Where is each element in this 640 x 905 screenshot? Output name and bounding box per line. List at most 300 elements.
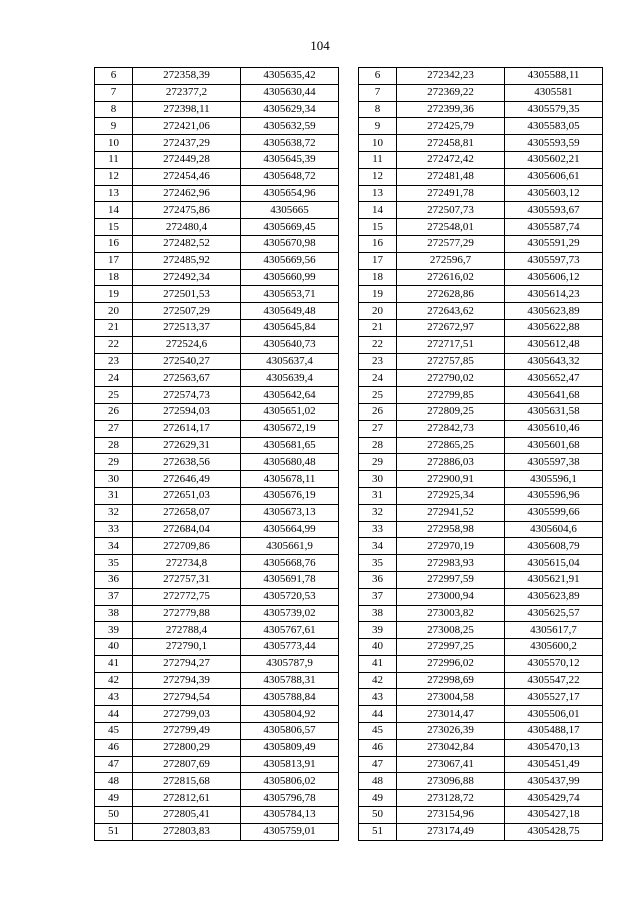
table-row xyxy=(95,151,339,168)
x-coordinate-cell: 272794,54 xyxy=(133,689,241,706)
x-coordinate-cell: 272449,28 xyxy=(133,151,241,168)
table-row xyxy=(95,437,339,454)
table-row xyxy=(95,235,339,252)
coordinates-table-right xyxy=(358,67,603,841)
point-number-cell: 31 xyxy=(95,487,133,504)
y-coordinate-cell: 4305645,84 xyxy=(241,319,339,336)
x-coordinate-cell: 272996,02 xyxy=(397,655,505,672)
table-row xyxy=(95,202,339,219)
point-number-cell: 27 xyxy=(95,420,133,437)
point-number-cell: 49 xyxy=(359,790,397,807)
table-row xyxy=(359,655,603,672)
y-coordinate-cell: 4305668,76 xyxy=(241,555,339,572)
x-coordinate-cell: 272475,86 xyxy=(133,202,241,219)
point-number-cell: 51 xyxy=(359,823,397,840)
point-number-cell: 33 xyxy=(359,521,397,538)
y-coordinate-cell: 4305641,68 xyxy=(505,387,603,404)
table-row xyxy=(359,370,603,387)
y-coordinate-cell: 4305638,72 xyxy=(241,135,339,152)
x-coordinate-cell: 272358,39 xyxy=(133,68,241,85)
point-number-cell: 34 xyxy=(359,538,397,555)
x-coordinate-cell: 273067,41 xyxy=(397,756,505,773)
x-coordinate-cell: 272998,69 xyxy=(397,672,505,689)
point-number-cell: 43 xyxy=(95,689,133,706)
table-row xyxy=(95,403,339,420)
x-coordinate-cell: 273003,82 xyxy=(397,605,505,622)
table-row xyxy=(95,790,339,807)
point-number-cell: 13 xyxy=(95,185,133,202)
point-number-cell: 26 xyxy=(359,403,397,420)
x-coordinate-cell: 272757,85 xyxy=(397,353,505,370)
y-coordinate-cell: 4305570,12 xyxy=(505,655,603,672)
x-coordinate-cell: 272803,83 xyxy=(133,823,241,840)
table-row xyxy=(95,555,339,572)
y-coordinate-cell: 4305488,17 xyxy=(505,723,603,740)
point-number-cell: 20 xyxy=(359,303,397,320)
point-number-cell: 23 xyxy=(359,353,397,370)
point-number-cell: 45 xyxy=(95,723,133,740)
table-row xyxy=(359,420,603,437)
point-number-cell: 48 xyxy=(359,773,397,790)
table-row xyxy=(95,101,339,118)
y-coordinate-cell: 4305547,22 xyxy=(505,672,603,689)
table-row xyxy=(359,605,603,622)
table-row xyxy=(359,471,603,488)
point-number-cell: 18 xyxy=(359,269,397,286)
x-coordinate-cell: 273128,72 xyxy=(397,790,505,807)
point-number-cell: 44 xyxy=(359,706,397,723)
table-row xyxy=(95,706,339,723)
y-coordinate-cell: 4305739,02 xyxy=(241,605,339,622)
y-coordinate-cell: 4305601,68 xyxy=(505,437,603,454)
table-row xyxy=(359,185,603,202)
y-coordinate-cell: 4305470,13 xyxy=(505,739,603,756)
x-coordinate-cell: 273008,25 xyxy=(397,622,505,639)
table-row xyxy=(95,756,339,773)
table-row xyxy=(359,504,603,521)
table-row xyxy=(359,151,603,168)
point-number-cell: 43 xyxy=(359,689,397,706)
point-number-cell: 21 xyxy=(359,319,397,336)
x-coordinate-cell: 272794,27 xyxy=(133,655,241,672)
point-number-cell: 46 xyxy=(359,739,397,756)
table-row xyxy=(95,723,339,740)
table-row xyxy=(359,286,603,303)
x-coordinate-cell: 272628,86 xyxy=(397,286,505,303)
y-coordinate-cell: 4305597,73 xyxy=(505,252,603,269)
point-number-cell: 39 xyxy=(95,622,133,639)
point-number-cell: 6 xyxy=(359,68,397,85)
x-coordinate-cell: 273042,84 xyxy=(397,739,505,756)
y-coordinate-cell: 4305788,31 xyxy=(241,672,339,689)
x-coordinate-cell: 272788,4 xyxy=(133,622,241,639)
table-row xyxy=(359,202,603,219)
table-row xyxy=(95,504,339,521)
table-row xyxy=(95,185,339,202)
y-coordinate-cell: 4305680,48 xyxy=(241,454,339,471)
point-number-cell: 24 xyxy=(359,370,397,387)
x-coordinate-cell: 272790,1 xyxy=(133,639,241,656)
table-row xyxy=(359,353,603,370)
y-coordinate-cell: 4305672,19 xyxy=(241,420,339,437)
table-row xyxy=(359,521,603,538)
table-row xyxy=(95,773,339,790)
x-coordinate-cell: 272540,27 xyxy=(133,353,241,370)
table-row xyxy=(359,269,603,286)
x-coordinate-cell: 272772,75 xyxy=(133,588,241,605)
x-coordinate-cell: 272684,04 xyxy=(133,521,241,538)
point-number-cell: 48 xyxy=(95,773,133,790)
x-coordinate-cell: 272794,39 xyxy=(133,672,241,689)
y-coordinate-cell: 4305581 xyxy=(505,84,603,101)
point-number-cell: 30 xyxy=(359,471,397,488)
point-number-cell: 9 xyxy=(95,118,133,135)
table-row xyxy=(359,387,603,404)
y-coordinate-cell: 4305437,99 xyxy=(505,773,603,790)
table-row xyxy=(359,639,603,656)
table-row xyxy=(359,689,603,706)
x-coordinate-cell: 273000,94 xyxy=(397,588,505,605)
x-coordinate-cell: 272577,29 xyxy=(397,235,505,252)
y-coordinate-cell: 4305639,4 xyxy=(241,370,339,387)
table-row xyxy=(359,454,603,471)
y-coordinate-cell: 4305614,23 xyxy=(505,286,603,303)
table-row xyxy=(95,655,339,672)
table-row xyxy=(95,286,339,303)
table-row xyxy=(359,219,603,236)
point-number-cell: 19 xyxy=(95,286,133,303)
x-coordinate-cell: 272997,25 xyxy=(397,639,505,656)
table-row xyxy=(95,353,339,370)
y-coordinate-cell: 4305788,84 xyxy=(241,689,339,706)
point-number-cell: 41 xyxy=(95,655,133,672)
table-row xyxy=(95,622,339,639)
point-number-cell: 16 xyxy=(359,235,397,252)
point-number-cell: 31 xyxy=(359,487,397,504)
point-number-cell: 50 xyxy=(359,807,397,824)
table-row xyxy=(359,303,603,320)
table-row xyxy=(359,706,603,723)
y-coordinate-cell: 4305806,02 xyxy=(241,773,339,790)
point-number-cell: 26 xyxy=(95,403,133,420)
x-coordinate-cell: 272596,7 xyxy=(397,252,505,269)
y-coordinate-cell: 4305593,67 xyxy=(505,202,603,219)
point-number-cell: 28 xyxy=(359,437,397,454)
x-coordinate-cell: 272800,29 xyxy=(133,739,241,756)
x-coordinate-cell: 272377,2 xyxy=(133,84,241,101)
table-row xyxy=(359,403,603,420)
point-number-cell: 22 xyxy=(359,336,397,353)
x-coordinate-cell: 273154,96 xyxy=(397,807,505,824)
table-row xyxy=(95,420,339,437)
y-coordinate-cell: 4305635,42 xyxy=(241,68,339,85)
y-coordinate-cell: 4305661,9 xyxy=(241,538,339,555)
table-row xyxy=(359,168,603,185)
table-row xyxy=(95,605,339,622)
y-coordinate-cell: 4305784,13 xyxy=(241,807,339,824)
point-number-cell: 46 xyxy=(95,739,133,756)
point-number-cell: 38 xyxy=(359,605,397,622)
x-coordinate-cell: 272983,93 xyxy=(397,555,505,572)
y-coordinate-cell: 4305678,11 xyxy=(241,471,339,488)
point-number-cell: 15 xyxy=(359,219,397,236)
x-coordinate-cell: 272458,81 xyxy=(397,135,505,152)
y-coordinate-cell: 4305583,05 xyxy=(505,118,603,135)
point-number-cell: 33 xyxy=(95,521,133,538)
table-row xyxy=(95,538,339,555)
y-coordinate-cell: 4305427,18 xyxy=(505,807,603,824)
table-row xyxy=(95,739,339,756)
y-coordinate-cell: 4305428,75 xyxy=(505,823,603,840)
table-row xyxy=(95,672,339,689)
point-number-cell: 20 xyxy=(95,303,133,320)
x-coordinate-cell: 272563,67 xyxy=(133,370,241,387)
y-coordinate-cell: 4305621,91 xyxy=(505,571,603,588)
point-number-cell: 32 xyxy=(95,504,133,521)
y-coordinate-cell: 4305804,92 xyxy=(241,706,339,723)
x-coordinate-cell: 272507,29 xyxy=(133,303,241,320)
x-coordinate-cell: 272717,51 xyxy=(397,336,505,353)
y-coordinate-cell: 4305599,66 xyxy=(505,504,603,521)
y-coordinate-cell: 4305600,2 xyxy=(505,639,603,656)
y-coordinate-cell: 4305767,61 xyxy=(241,622,339,639)
point-number-cell: 16 xyxy=(95,235,133,252)
y-coordinate-cell: 4305597,38 xyxy=(505,454,603,471)
point-number-cell: 14 xyxy=(95,202,133,219)
table-row xyxy=(359,487,603,504)
point-number-cell: 9 xyxy=(359,118,397,135)
point-number-cell: 36 xyxy=(359,571,397,588)
table-row xyxy=(95,168,339,185)
y-coordinate-cell: 4305720,53 xyxy=(241,588,339,605)
point-number-cell: 8 xyxy=(95,101,133,118)
x-coordinate-cell: 272790,02 xyxy=(397,370,505,387)
table-row xyxy=(95,588,339,605)
point-number-cell: 25 xyxy=(95,387,133,404)
y-coordinate-cell: 4305623,89 xyxy=(505,588,603,605)
y-coordinate-cell: 4305676,19 xyxy=(241,487,339,504)
point-number-cell: 45 xyxy=(359,723,397,740)
point-number-cell: 42 xyxy=(359,672,397,689)
x-coordinate-cell: 272900,91 xyxy=(397,471,505,488)
y-coordinate-cell: 4305451,49 xyxy=(505,756,603,773)
x-coordinate-cell: 272501,53 xyxy=(133,286,241,303)
x-coordinate-cell: 272481,48 xyxy=(397,168,505,185)
x-coordinate-cell: 272815,68 xyxy=(133,773,241,790)
table-row xyxy=(359,336,603,353)
x-coordinate-cell: 272807,69 xyxy=(133,756,241,773)
table-row xyxy=(95,68,339,85)
table-row xyxy=(95,252,339,269)
x-coordinate-cell: 272513,37 xyxy=(133,319,241,336)
table-row xyxy=(95,521,339,538)
y-coordinate-cell: 4305669,56 xyxy=(241,252,339,269)
point-number-cell: 51 xyxy=(95,823,133,840)
x-coordinate-cell: 272629,31 xyxy=(133,437,241,454)
point-number-cell: 44 xyxy=(95,706,133,723)
y-coordinate-cell: 4305603,12 xyxy=(505,185,603,202)
point-number-cell: 47 xyxy=(359,756,397,773)
table-row xyxy=(95,135,339,152)
x-coordinate-cell: 272886,03 xyxy=(397,454,505,471)
table-row xyxy=(359,807,603,824)
y-coordinate-cell: 4305630,44 xyxy=(241,84,339,101)
y-coordinate-cell: 4305593,59 xyxy=(505,135,603,152)
point-number-cell: 7 xyxy=(359,84,397,101)
x-coordinate-cell: 272658,07 xyxy=(133,504,241,521)
x-coordinate-cell: 272614,17 xyxy=(133,420,241,437)
point-number-cell: 12 xyxy=(95,168,133,185)
point-number-cell: 13 xyxy=(359,185,397,202)
table-row xyxy=(359,555,603,572)
y-coordinate-cell: 4305615,04 xyxy=(505,555,603,572)
point-number-cell: 12 xyxy=(359,168,397,185)
x-coordinate-cell: 272651,03 xyxy=(133,487,241,504)
x-coordinate-cell: 272594,03 xyxy=(133,403,241,420)
point-number-cell: 34 xyxy=(95,538,133,555)
page-number: 104 xyxy=(310,38,330,53)
point-number-cell: 28 xyxy=(95,437,133,454)
table-row xyxy=(359,101,603,118)
y-coordinate-cell: 4305632,59 xyxy=(241,118,339,135)
point-number-cell: 50 xyxy=(95,807,133,824)
x-coordinate-cell: 272865,25 xyxy=(397,437,505,454)
table-row xyxy=(95,487,339,504)
x-coordinate-cell: 272925,34 xyxy=(397,487,505,504)
table-row xyxy=(359,235,603,252)
y-coordinate-cell: 4305579,35 xyxy=(505,101,603,118)
y-coordinate-cell: 4305670,98 xyxy=(241,235,339,252)
table-row xyxy=(95,84,339,101)
table-row xyxy=(95,219,339,236)
point-number-cell: 17 xyxy=(359,252,397,269)
table-body xyxy=(359,68,603,841)
point-number-cell: 35 xyxy=(95,555,133,572)
y-coordinate-cell: 4305654,96 xyxy=(241,185,339,202)
x-coordinate-cell: 272646,49 xyxy=(133,471,241,488)
table-row xyxy=(359,118,603,135)
y-coordinate-cell: 4305612,48 xyxy=(505,336,603,353)
table-row xyxy=(359,773,603,790)
point-number-cell: 49 xyxy=(95,790,133,807)
point-number-cell: 7 xyxy=(95,84,133,101)
table-row xyxy=(359,823,603,840)
y-coordinate-cell: 4305640,73 xyxy=(241,336,339,353)
x-coordinate-cell: 272709,86 xyxy=(133,538,241,555)
y-coordinate-cell: 4305610,46 xyxy=(505,420,603,437)
y-coordinate-cell: 4305681,65 xyxy=(241,437,339,454)
point-number-cell: 36 xyxy=(95,571,133,588)
point-number-cell: 21 xyxy=(95,319,133,336)
x-coordinate-cell: 272643,62 xyxy=(397,303,505,320)
y-coordinate-cell: 4305673,13 xyxy=(241,504,339,521)
table-row xyxy=(95,387,339,404)
y-coordinate-cell: 4305637,4 xyxy=(241,353,339,370)
x-coordinate-cell: 272437,29 xyxy=(133,135,241,152)
x-coordinate-cell: 272779,88 xyxy=(133,605,241,622)
y-coordinate-cell: 4305596,96 xyxy=(505,487,603,504)
x-coordinate-cell: 273014,47 xyxy=(397,706,505,723)
table-row xyxy=(359,588,603,605)
y-coordinate-cell: 4305759,01 xyxy=(241,823,339,840)
point-number-cell: 40 xyxy=(95,639,133,656)
x-coordinate-cell: 272574,73 xyxy=(133,387,241,404)
point-number-cell: 27 xyxy=(359,420,397,437)
y-coordinate-cell: 4305813,91 xyxy=(241,756,339,773)
point-number-cell: 15 xyxy=(95,219,133,236)
point-number-cell: 8 xyxy=(359,101,397,118)
x-coordinate-cell: 273026,39 xyxy=(397,723,505,740)
point-number-cell: 11 xyxy=(359,151,397,168)
x-coordinate-cell: 273004,58 xyxy=(397,689,505,706)
y-coordinate-cell: 4305649,48 xyxy=(241,303,339,320)
x-coordinate-cell: 272809,25 xyxy=(397,403,505,420)
x-coordinate-cell: 272757,31 xyxy=(133,571,241,588)
y-coordinate-cell: 4305691,78 xyxy=(241,571,339,588)
y-coordinate-cell: 4305527,17 xyxy=(505,689,603,706)
x-coordinate-cell: 272421,06 xyxy=(133,118,241,135)
x-coordinate-cell: 272491,78 xyxy=(397,185,505,202)
point-number-cell: 37 xyxy=(359,588,397,605)
point-number-cell: 24 xyxy=(95,370,133,387)
y-coordinate-cell: 4305604,6 xyxy=(505,521,603,538)
x-coordinate-cell: 272485,92 xyxy=(133,252,241,269)
point-number-cell: 41 xyxy=(359,655,397,672)
x-coordinate-cell: 272616,02 xyxy=(397,269,505,286)
y-coordinate-cell: 4305587,74 xyxy=(505,219,603,236)
y-coordinate-cell: 4305787,9 xyxy=(241,655,339,672)
y-coordinate-cell: 4305645,39 xyxy=(241,151,339,168)
point-number-cell: 40 xyxy=(359,639,397,656)
point-number-cell: 23 xyxy=(95,353,133,370)
y-coordinate-cell: 4305606,61 xyxy=(505,168,603,185)
x-coordinate-cell: 272958,98 xyxy=(397,521,505,538)
table-row xyxy=(95,689,339,706)
x-coordinate-cell: 272970,19 xyxy=(397,538,505,555)
table-row xyxy=(359,672,603,689)
x-coordinate-cell: 272799,85 xyxy=(397,387,505,404)
point-number-cell: 30 xyxy=(95,471,133,488)
x-coordinate-cell: 272799,03 xyxy=(133,706,241,723)
x-coordinate-cell: 272369,22 xyxy=(397,84,505,101)
table-row xyxy=(359,756,603,773)
x-coordinate-cell: 272480,4 xyxy=(133,219,241,236)
x-coordinate-cell: 272342,23 xyxy=(397,68,505,85)
y-coordinate-cell: 4305664,99 xyxy=(241,521,339,538)
point-number-cell: 47 xyxy=(95,756,133,773)
coordinates-table-left xyxy=(94,67,339,841)
y-coordinate-cell: 4305652,47 xyxy=(505,370,603,387)
point-number-cell: 37 xyxy=(95,588,133,605)
table-row xyxy=(359,84,603,101)
y-coordinate-cell: 4305602,21 xyxy=(505,151,603,168)
table-row xyxy=(95,118,339,135)
y-coordinate-cell: 4305625,57 xyxy=(505,605,603,622)
y-coordinate-cell: 4305588,11 xyxy=(505,68,603,85)
x-coordinate-cell: 273174,49 xyxy=(397,823,505,840)
table-row xyxy=(95,370,339,387)
point-number-cell: 22 xyxy=(95,336,133,353)
table-row xyxy=(359,68,603,85)
y-coordinate-cell: 4305669,45 xyxy=(241,219,339,236)
x-coordinate-cell: 273096,88 xyxy=(397,773,505,790)
point-number-cell: 39 xyxy=(359,622,397,639)
y-coordinate-cell: 4305651,02 xyxy=(241,403,339,420)
table-body xyxy=(95,68,339,841)
y-coordinate-cell: 4305648,72 xyxy=(241,168,339,185)
y-coordinate-cell: 4305623,89 xyxy=(505,303,603,320)
x-coordinate-cell: 272454,46 xyxy=(133,168,241,185)
